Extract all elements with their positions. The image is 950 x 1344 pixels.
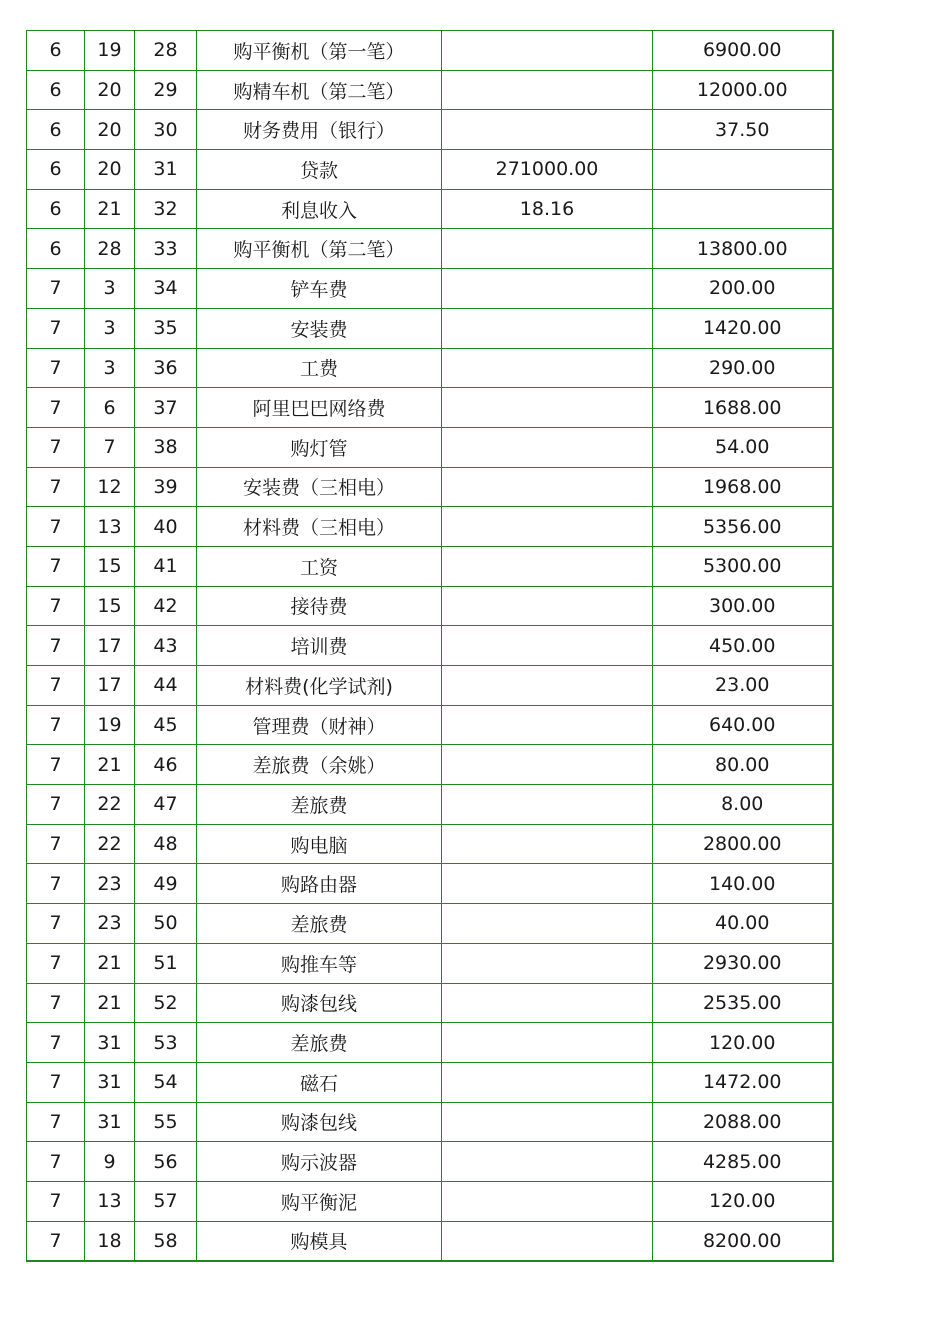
day-cell: 15 [85, 586, 135, 626]
expense-amount-cell: 13800.00 [653, 229, 833, 269]
expense-amount-cell: 37.50 [653, 110, 833, 150]
description-cell: 购推车等 [197, 943, 442, 983]
voucher-number-cell: 51 [135, 943, 197, 983]
expense-amount-cell: 1968.00 [653, 467, 833, 507]
table-row [27, 586, 833, 626]
description-cell: 材料费（三相电） [197, 507, 442, 547]
voucher-number-cell: 58 [135, 1221, 197, 1261]
income-amount-cell [442, 904, 653, 944]
expense-amount-cell: 1420.00 [653, 308, 833, 348]
description-cell: 铲车费 [197, 269, 442, 309]
month-cell: 7 [27, 467, 85, 507]
description-cell: 购示波器 [197, 1142, 442, 1182]
month-cell: 6 [27, 189, 85, 229]
table-row [27, 1023, 833, 1063]
table-row [27, 348, 833, 388]
voucher-number-cell: 57 [135, 1181, 197, 1221]
day-cell: 20 [85, 110, 135, 150]
month-cell: 7 [27, 626, 85, 666]
month-cell: 7 [27, 1142, 85, 1182]
day-cell: 3 [85, 308, 135, 348]
voucher-number-cell: 41 [135, 546, 197, 586]
month-cell: 7 [27, 1062, 85, 1102]
day-cell: 23 [85, 904, 135, 944]
income-amount-cell [442, 705, 653, 745]
table-row [27, 308, 833, 348]
description-cell: 差旅费 [197, 904, 442, 944]
description-cell: 磁石 [197, 1062, 442, 1102]
day-cell: 20 [85, 70, 135, 110]
month-cell: 7 [27, 904, 85, 944]
description-cell: 购路由器 [197, 864, 442, 904]
month-cell: 7 [27, 546, 85, 586]
table-row [27, 824, 833, 864]
month-cell: 6 [27, 70, 85, 110]
month-cell: 7 [27, 943, 85, 983]
day-cell: 15 [85, 546, 135, 586]
voucher-number-cell: 32 [135, 189, 197, 229]
ledger-body [27, 31, 833, 1262]
day-cell: 28 [85, 229, 135, 269]
income-amount-cell [442, 943, 653, 983]
day-cell: 9 [85, 1142, 135, 1182]
voucher-number-cell: 33 [135, 229, 197, 269]
table-row [27, 705, 833, 745]
table-row [27, 785, 833, 825]
expense-amount-cell: 8.00 [653, 785, 833, 825]
income-amount-cell [442, 626, 653, 666]
table-row [27, 269, 833, 309]
expense-amount-cell: 12000.00 [653, 70, 833, 110]
voucher-number-cell: 28 [135, 31, 197, 71]
month-cell: 7 [27, 1102, 85, 1142]
income-amount-cell [442, 31, 653, 71]
table-row [27, 229, 833, 269]
description-cell: 购精车机（第二笔） [197, 70, 442, 110]
expense-amount-cell: 2535.00 [653, 983, 833, 1023]
day-cell: 21 [85, 189, 135, 229]
day-cell: 21 [85, 983, 135, 1023]
income-amount-cell [442, 110, 653, 150]
month-cell: 6 [27, 31, 85, 71]
table-row [27, 31, 833, 71]
description-cell: 购漆包线 [197, 1102, 442, 1142]
expense-amount-cell: 2930.00 [653, 943, 833, 983]
description-cell: 工资 [197, 546, 442, 586]
income-amount-cell [442, 785, 653, 825]
day-cell: 17 [85, 626, 135, 666]
voucher-number-cell: 56 [135, 1142, 197, 1182]
voucher-number-cell: 55 [135, 1102, 197, 1142]
voucher-number-cell: 53 [135, 1023, 197, 1063]
day-cell: 21 [85, 943, 135, 983]
table-row [27, 1102, 833, 1142]
day-cell: 13 [85, 1181, 135, 1221]
voucher-number-cell: 45 [135, 705, 197, 745]
table-row [27, 507, 833, 547]
expense-amount-cell: 5356.00 [653, 507, 833, 547]
income-amount-cell: 271000.00 [442, 150, 653, 190]
month-cell: 7 [27, 1023, 85, 1063]
voucher-number-cell: 39 [135, 467, 197, 507]
voucher-number-cell: 40 [135, 507, 197, 547]
day-cell: 17 [85, 666, 135, 706]
table-row [27, 904, 833, 944]
voucher-number-cell: 43 [135, 626, 197, 666]
income-amount-cell [442, 229, 653, 269]
income-amount-cell [442, 666, 653, 706]
expense-amount-cell: 640.00 [653, 705, 833, 745]
income-amount-cell: 18.16 [442, 189, 653, 229]
month-cell: 6 [27, 110, 85, 150]
income-amount-cell [442, 546, 653, 586]
expense-amount-cell [653, 150, 833, 190]
income-amount-cell [442, 269, 653, 309]
voucher-number-cell: 36 [135, 348, 197, 388]
month-cell: 7 [27, 308, 85, 348]
expense-amount-cell: 120.00 [653, 1181, 833, 1221]
income-amount-cell [442, 1221, 653, 1261]
income-amount-cell [442, 1102, 653, 1142]
expense-amount-cell: 80.00 [653, 745, 833, 785]
day-cell: 31 [85, 1023, 135, 1063]
day-cell: 18 [85, 1221, 135, 1261]
expense-amount-cell: 2800.00 [653, 824, 833, 864]
income-amount-cell [442, 70, 653, 110]
income-amount-cell [442, 1142, 653, 1182]
voucher-number-cell: 44 [135, 666, 197, 706]
description-cell: 购平衡泥 [197, 1181, 442, 1221]
expense-amount-cell: 40.00 [653, 904, 833, 944]
expense-amount-cell: 140.00 [653, 864, 833, 904]
income-amount-cell [442, 824, 653, 864]
month-cell: 7 [27, 666, 85, 706]
income-amount-cell [442, 1023, 653, 1063]
expense-amount-cell: 290.00 [653, 348, 833, 388]
expense-amount-cell: 450.00 [653, 626, 833, 666]
expense-amount-cell: 5300.00 [653, 546, 833, 586]
voucher-number-cell: 30 [135, 110, 197, 150]
description-cell: 利息收入 [197, 189, 442, 229]
voucher-number-cell: 42 [135, 586, 197, 626]
table-row [27, 110, 833, 150]
expense-amount-cell: 6900.00 [653, 31, 833, 71]
expense-amount-cell: 23.00 [653, 666, 833, 706]
expense-amount-cell: 54.00 [653, 427, 833, 467]
table-row [27, 983, 833, 1023]
description-cell: 管理费（财神） [197, 705, 442, 745]
table-row [27, 943, 833, 983]
description-cell: 安装费（三相电） [197, 467, 442, 507]
day-cell: 20 [85, 150, 135, 190]
income-amount-cell [442, 467, 653, 507]
description-cell: 购模具 [197, 1221, 442, 1261]
income-amount-cell [442, 1062, 653, 1102]
table-row [27, 150, 833, 190]
income-amount-cell [442, 388, 653, 428]
description-cell: 差旅费（余姚） [197, 745, 442, 785]
month-cell: 6 [27, 229, 85, 269]
day-cell: 23 [85, 864, 135, 904]
expense-amount-cell: 4285.00 [653, 1142, 833, 1182]
voucher-number-cell: 35 [135, 308, 197, 348]
day-cell: 3 [85, 348, 135, 388]
month-cell: 7 [27, 1181, 85, 1221]
table-row [27, 626, 833, 666]
table-row [27, 864, 833, 904]
month-cell: 6 [27, 150, 85, 190]
voucher-number-cell: 49 [135, 864, 197, 904]
voucher-number-cell: 38 [135, 427, 197, 467]
table-row [27, 1181, 833, 1221]
income-amount-cell [442, 983, 653, 1023]
description-cell: 差旅费 [197, 785, 442, 825]
description-cell: 安装费 [197, 308, 442, 348]
month-cell: 7 [27, 1221, 85, 1261]
day-cell: 31 [85, 1062, 135, 1102]
voucher-number-cell: 34 [135, 269, 197, 309]
description-cell: 材料费(化学试剂) [197, 666, 442, 706]
month-cell: 7 [27, 507, 85, 547]
day-cell: 3 [85, 269, 135, 309]
day-cell: 12 [85, 467, 135, 507]
description-cell: 购平衡机（第二笔） [197, 229, 442, 269]
table-row [27, 666, 833, 706]
income-amount-cell [442, 427, 653, 467]
expense-amount-cell: 300.00 [653, 586, 833, 626]
day-cell: 7 [85, 427, 135, 467]
income-amount-cell [442, 507, 653, 547]
month-cell: 7 [27, 705, 85, 745]
month-cell: 7 [27, 427, 85, 467]
expense-amount-cell: 1688.00 [653, 388, 833, 428]
voucher-number-cell: 52 [135, 983, 197, 1023]
table-row [27, 745, 833, 785]
month-cell: 7 [27, 745, 85, 785]
day-cell: 13 [85, 507, 135, 547]
table-row [27, 546, 833, 586]
voucher-number-cell: 31 [135, 150, 197, 190]
description-cell: 购平衡机（第一笔） [197, 31, 442, 71]
table-row [27, 467, 833, 507]
description-cell: 购灯管 [197, 427, 442, 467]
day-cell: 22 [85, 785, 135, 825]
income-amount-cell [442, 308, 653, 348]
description-cell: 购漆包线 [197, 983, 442, 1023]
table-row [27, 189, 833, 229]
expense-amount-cell: 120.00 [653, 1023, 833, 1063]
ledger-table [26, 30, 834, 1262]
day-cell: 22 [85, 824, 135, 864]
description-cell: 财务费用（银行） [197, 110, 442, 150]
day-cell: 21 [85, 745, 135, 785]
income-amount-cell [442, 586, 653, 626]
table-row [27, 1221, 833, 1261]
voucher-number-cell: 46 [135, 745, 197, 785]
voucher-number-cell: 47 [135, 785, 197, 825]
description-cell: 购电脑 [197, 824, 442, 864]
month-cell: 7 [27, 586, 85, 626]
day-cell: 6 [85, 388, 135, 428]
voucher-number-cell: 48 [135, 824, 197, 864]
day-cell: 31 [85, 1102, 135, 1142]
income-amount-cell [442, 348, 653, 388]
income-amount-cell [442, 864, 653, 904]
description-cell: 阿里巴巴网络费 [197, 388, 442, 428]
table-row [27, 427, 833, 467]
day-cell: 19 [85, 31, 135, 71]
month-cell: 7 [27, 348, 85, 388]
expense-amount-cell: 200.00 [653, 269, 833, 309]
table-row [27, 388, 833, 428]
voucher-number-cell: 37 [135, 388, 197, 428]
month-cell: 7 [27, 864, 85, 904]
description-cell: 培训费 [197, 626, 442, 666]
day-cell: 19 [85, 705, 135, 745]
month-cell: 7 [27, 269, 85, 309]
income-amount-cell [442, 1181, 653, 1221]
expense-amount-cell: 2088.00 [653, 1102, 833, 1142]
expense-amount-cell: 1472.00 [653, 1062, 833, 1102]
voucher-number-cell: 54 [135, 1062, 197, 1102]
month-cell: 7 [27, 785, 85, 825]
expense-amount-cell: 8200.00 [653, 1221, 833, 1261]
description-cell: 接待费 [197, 586, 442, 626]
description-cell: 工费 [197, 348, 442, 388]
month-cell: 7 [27, 388, 85, 428]
month-cell: 7 [27, 983, 85, 1023]
table-row [27, 70, 833, 110]
voucher-number-cell: 50 [135, 904, 197, 944]
table-row [27, 1142, 833, 1182]
income-amount-cell [442, 745, 653, 785]
voucher-number-cell: 29 [135, 70, 197, 110]
description-cell: 贷款 [197, 150, 442, 190]
table-row [27, 1062, 833, 1102]
expense-amount-cell [653, 189, 833, 229]
month-cell: 7 [27, 824, 85, 864]
description-cell: 差旅费 [197, 1023, 442, 1063]
